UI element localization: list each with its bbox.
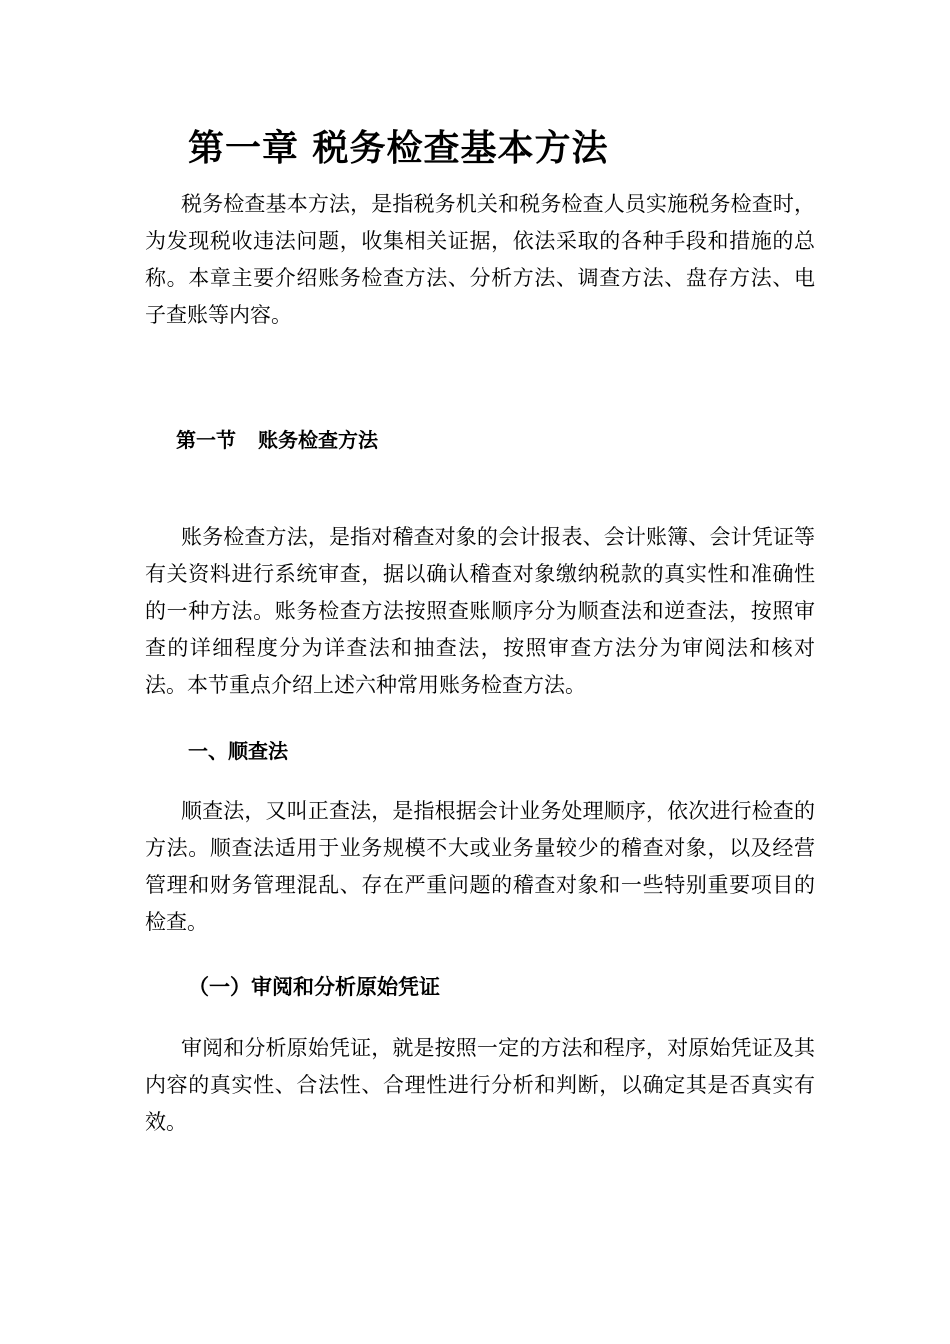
subsection-body-paragraph: 顺查法，又叫正查法，是指根据会计业务处理顺序，依次进行检查的方法。顺查法适用于业务规模不大或业务量较少的稽查对象，以及经营管理和财务管理混乱、存在严重问题的稽查对象和一些特别重要项目的检查。 — [145, 799, 815, 934]
chapter-title: 第一章 税务检查基本方法 — [188, 128, 609, 169]
section-heading — [176, 422, 378, 459]
item-title: （一）审阅和分析原始凭证 — [188, 974, 440, 999]
chapter-intro-paragraph: 税务检查基本方法，是指税务机关和税务检查人员实施税务检查时，为发现税收违法问题，收集相关证据，依法采取的各种手段和措施的总称。本章主要介绍账务检查方法、分析方法、调查方法、盘存方法、电子查账等内容。 — [145, 192, 815, 327]
section-intro-paragraph: 账务检查方法，是指对稽查对象的会计报表、会计账簿、会计凭证等有关资料进行系统审查，据以确认稽查对象缴纳税款的真实性和准确性的一种方法。账务检查方法按照查账顺序分为顺查法和逆查法，按照审查的详细程度分为详查法和抽查法，按照审查方法分为审阅法和核对法。本节重点介绍上述六种常用账务检查方法。 — [145, 525, 815, 697]
subsection-title: 一、顺查法 — [188, 739, 288, 763]
item-body-paragraph: 审阅和分析原始凭证，就是按照一定的方法和程序，对原始凭证及其内容的真实性、合法性、合理性进行分析和判断，以确定其是否真实有效。 — [145, 1036, 815, 1134]
section-number: 第一节 — [176, 428, 236, 452]
section-title: 账务检查方法 — [258, 428, 378, 452]
